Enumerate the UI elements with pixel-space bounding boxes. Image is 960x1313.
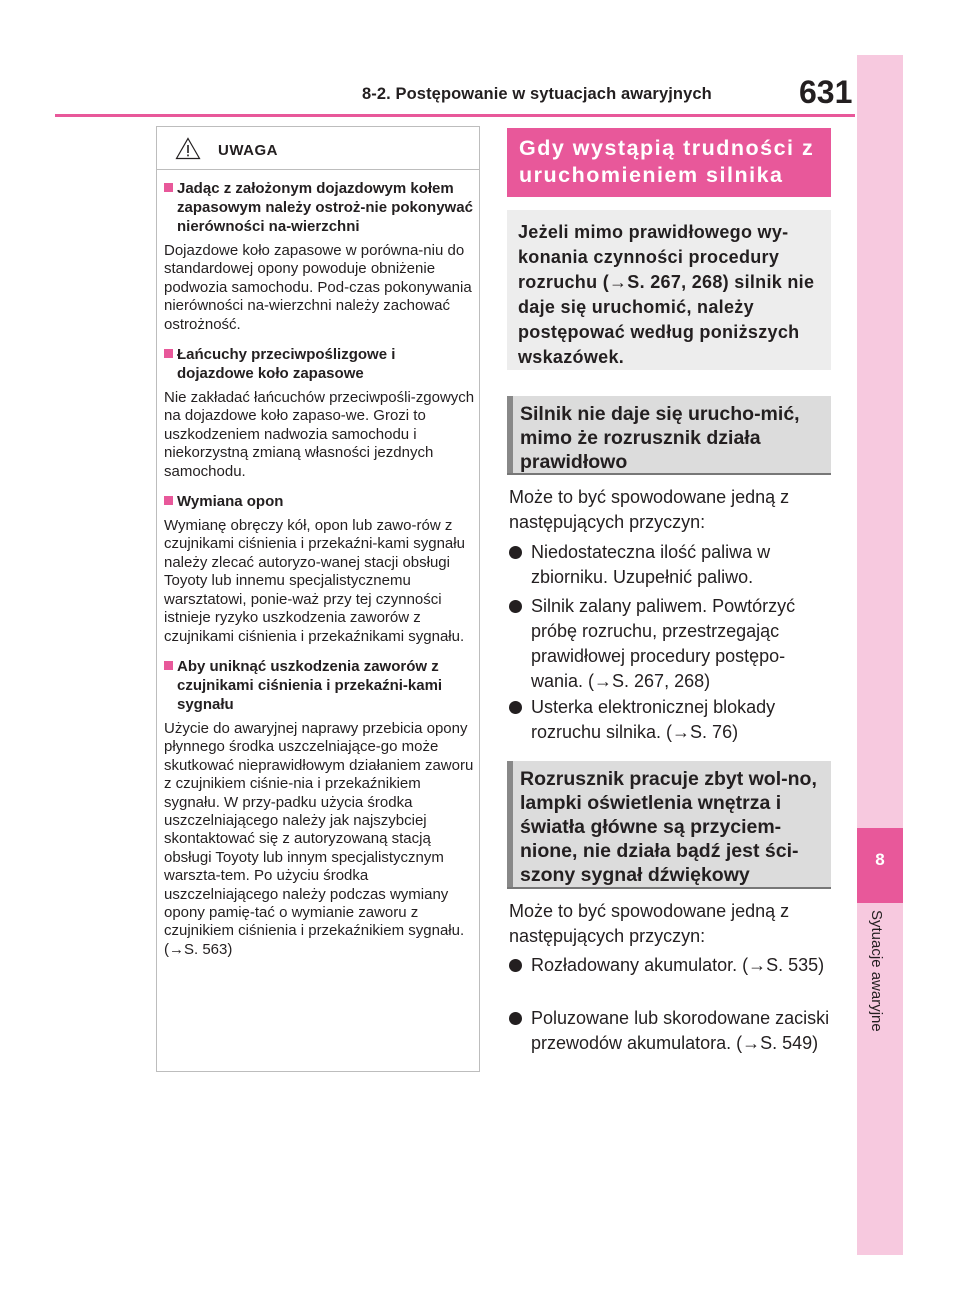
caution-paragraph: Wymianę obręczy kół, opon lub zawo-rów z czujnikami ciśnienia i przekaźni-kami sygnału należy zlecać autoryzo-wanej stacji obsługi Toyoty lub innemu specjalistycznemu warsztatowi, ponie-waż przy tej czynności istnieje ryzyko uszkodzenia zaworów z czujnikami ciśnienia i przekaźnikami sygnału. — [164, 517, 465, 645]
section-heading: Rozrusznik pracuje zbyt wol-no, lampki oświetlenia wnętrza i światła główne są przyciem-nione, nie działa bądź jest ści-szony sygnał dźwiękowy — [520, 768, 817, 886]
chapter-number: 8 — [875, 850, 885, 869]
caution-paragraph: Dojazdowe koło zapasowe w porówna-niu do standardowej opony powoduje obniżenie podwozia samochodu. Pod-czas pokonywania nierówności na-wierzchni należy zachować ostrożność. — [164, 242, 472, 333]
caution-paragraph: Nie zakładać łańcuchów przeciwpośli-zgowych na dojazdowe koło zapaso-we. Grozi to uszkodzeniem nadwozia samochodu i niekorzystną zmianą własności jezdnych samochodu. — [164, 389, 475, 480]
caution-body — [164, 179, 476, 970]
round-bullet-icon — [509, 546, 522, 559]
intro-box — [507, 210, 831, 370]
list-item-text: Usterka elektronicznej blokady rozruchu silnika. (→S. 76) — [531, 697, 776, 742]
caution-box — [156, 126, 480, 1072]
list-item-text: Poluzowane lub skorodowane zaciski przewodów akumulatora. (→S. 549) — [531, 1008, 830, 1053]
section-heading-bar — [507, 761, 513, 887]
chapter-label: Sytuacje awaryjne — [868, 910, 885, 1032]
caution-header — [157, 127, 479, 170]
caution-subheading — [164, 657, 476, 714]
list-item-text: Rozładowany akumulator. (→S. 535) — [531, 955, 825, 975]
intro-text: Jeżeli mimo prawidłowego wy-konania czynności procedury rozruchu (→S. 267, 268) silnik nie daje się uruchomić, należy postępować według poniższych wskazówek. — [518, 222, 815, 367]
list-item-text: Niedostateczna ilość paliwa w zbiorniku. Uzupełnić paliwo. — [531, 542, 771, 587]
caution-paragraph: Użycie do awaryjnej naprawy przebicia opony płynnego środka uszczelniające-go może skutkować nieprawidłowym działaniem zaworu z czujnikiem ciśnie-nia i przekaźnikiem sygnału. W przy-padku użycia środka uszczelniającego należy jak najszybciej skontaktować się z autoryzowaną stacją obsługi Toyoty lub innym specjalistycznym warszta-tem. Po użyciu środka uszczelniającego należy podczas wymiany opony pamię-tać o wymianie zaworu z czujnikiem ciśnienia i przekaźnikiem sygnału. (→S. 563) — [164, 719, 474, 958]
section-heading-box — [507, 396, 831, 475]
section-lead: Może to być spowodowane jedną z następujących przyczyn: — [509, 901, 790, 946]
round-bullet-icon — [509, 701, 522, 714]
main-heading: Gdy wystąpią trudności z uruchomieniem silnika — [519, 136, 815, 187]
round-bullet-icon — [509, 1012, 522, 1025]
caution-subheading-text: Łańcuchy przeciwpoślizgowe i dojazdowe koło zapasowe — [177, 346, 396, 383]
list-item-text: Silnik zalany paliwem. Powtórzyć próbę rozruchu, przestrzegając prawidłowej procedury postępo-wania. (→S. 267, 268) — [531, 596, 796, 691]
section-title: 8-2. Postępowanie w sytuacjach awaryjnych — [362, 85, 712, 103]
section-lead: Może to być spowodowane jedną z następujących przyczyn: — [509, 487, 790, 532]
chapter-tab-strip — [857, 55, 903, 1255]
caution-subheading — [164, 179, 476, 236]
caution-title: UWAGA — [218, 142, 278, 159]
square-bullet-icon — [164, 661, 173, 670]
section-heading: Silnik nie daje się urucho-mić, mimo że rozrusznik działa prawidłowo — [520, 403, 800, 473]
section-heading-bar — [507, 396, 513, 473]
round-bullet-icon — [509, 600, 522, 613]
page-number: 631 — [799, 74, 853, 110]
round-bullet-icon — [509, 959, 522, 972]
square-bullet-icon — [164, 496, 173, 505]
square-bullet-icon — [164, 349, 173, 358]
caution-subheading — [164, 345, 476, 383]
caution-subheading-text: Jadąc z założonym dojazdowym kołem zapasowym należy ostroż-nie pokonywać nierówności na-wierzchni — [177, 180, 473, 235]
square-bullet-icon — [164, 183, 173, 192]
main-heading-box — [507, 128, 831, 197]
caution-subheading-text: Wymiana opon — [177, 493, 284, 511]
caution-subheading — [164, 492, 476, 511]
section-heading-box — [507, 761, 831, 889]
caution-subheading-text: Aby uniknąć uszkodzenia zaworów z czujnikami ciśnienia i przekaźni-kami sygnału — [177, 657, 443, 713]
warning-triangle-icon — [175, 137, 201, 160]
header-rule — [55, 114, 855, 117]
